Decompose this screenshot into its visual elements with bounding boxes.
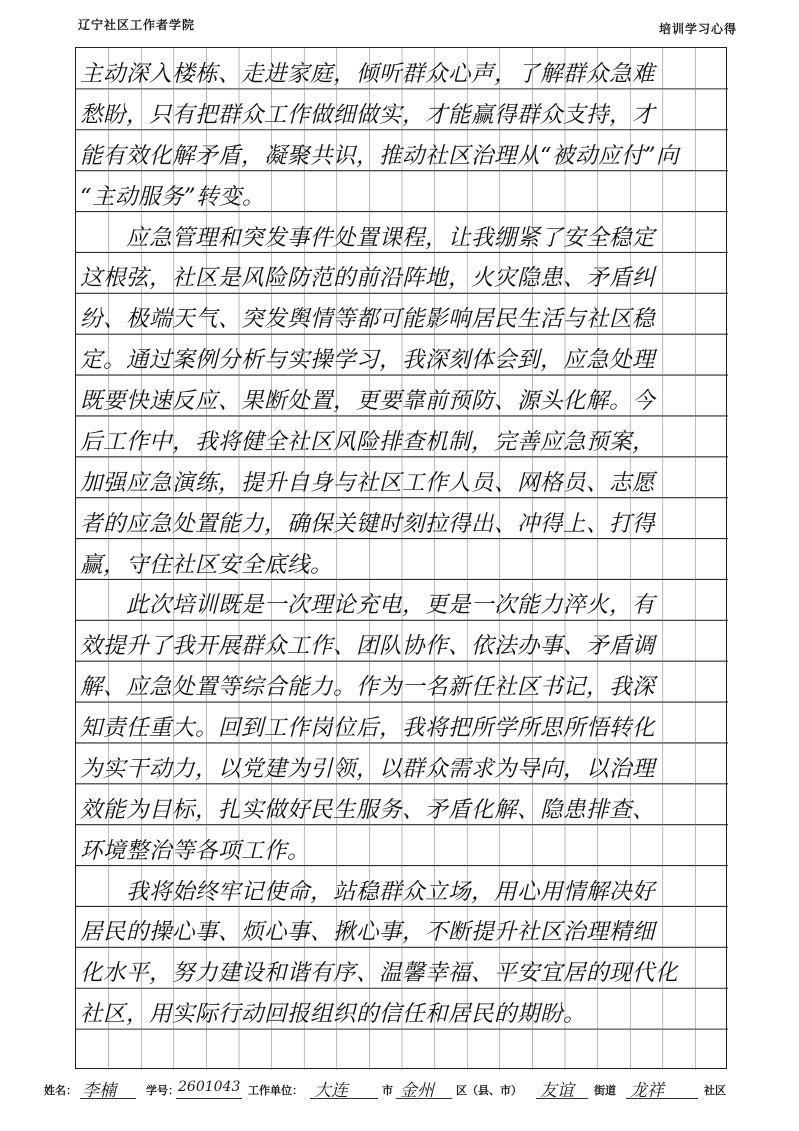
district-underline xyxy=(396,1098,452,1099)
text-line: 知责任重大。回到工作岗位后，我将把所学所思所悟转化 xyxy=(80,715,656,742)
name-label: 姓名： xyxy=(44,1084,77,1097)
text-line: 既要快速反应、果断处置，更要靠前预防、源头化解。今 xyxy=(80,388,656,415)
community-value: 龙祥 xyxy=(630,1081,664,1101)
text-line: “主动服务”转变。 xyxy=(80,183,266,210)
community-suffix: 社区 xyxy=(704,1084,726,1097)
text-line: 效能为目标，扎实做好民生服务、矛盾化解、隐患排查、 xyxy=(80,796,656,823)
community-underline xyxy=(626,1098,698,1099)
text-line: 居民的操心事、烦心事、揪心事，不断提升社区治理精细 xyxy=(80,919,656,946)
text-line: 效提升了我开展群众工作、团队协作、依法办事、矛盾调 xyxy=(80,633,656,660)
city-underline xyxy=(310,1098,378,1099)
text-line: 环境整治等各项工作。 xyxy=(80,837,311,864)
text-line: 主动深入楼栋、走进家庭，倾听群众心声，了解群众急难 xyxy=(80,61,656,87)
text-line: 定。通过案例分析与实操学习，我深刻体会到，应急处理 xyxy=(80,347,656,374)
institution-name: 辽宁社区工作者学院 xyxy=(78,18,196,32)
district-value: 金州 xyxy=(400,1081,434,1101)
text-line: 能有效化解矛盾，凝聚共识，推动社区治理从“被动应付”向 xyxy=(80,142,680,169)
text-line: 加强应急演练，提升自身与社区工作人员、网格员、志愿 xyxy=(80,469,656,496)
text-line: 社区，用实际行动回报组织的信任和居民的期盼。 xyxy=(80,1001,587,1028)
text-line: 应急管理和突发事件处置课程，让我绷紧了安全稳定 xyxy=(80,224,656,251)
id-value: 2601043 xyxy=(178,1079,241,1095)
id-label: 学号： xyxy=(146,1084,179,1097)
text-line: 后工作中，我将健全社区风险排查机制，完善应急预案， xyxy=(80,428,656,455)
text-line: 纷、极端天气、突发舆情等都可能影响居民生活与社区稳 xyxy=(80,306,656,333)
text-line: 化水平，努力建设和谐有序、温馨幸福、平安宜居的现代化 xyxy=(80,960,679,987)
text-line: 我将始终牢记使命，站稳群众立场，用心用情解决好 xyxy=(80,878,656,905)
name-underline xyxy=(80,1098,136,1099)
student-info-footer xyxy=(44,1076,744,1106)
street-underline xyxy=(536,1098,588,1099)
writing-grid-sheet xyxy=(75,47,727,1069)
text-line: 愁盼，只有把群众工作做细做实，才能赢得群众支持，才 xyxy=(80,101,656,128)
unit-label: 工作单位： xyxy=(248,1084,303,1097)
district-suffix: 区（县、市） xyxy=(456,1084,522,1097)
text-line: 解、应急处置等综合能力。作为一名新任社区书记，我深 xyxy=(80,674,656,701)
id-underline xyxy=(176,1098,242,1099)
city-suffix: 市 xyxy=(382,1084,393,1097)
name-value: 李楠 xyxy=(82,1081,116,1101)
text-line: 此次培训既是一次理论充电，更是一次能力淬火，有 xyxy=(80,592,656,619)
text-line: 者的应急处置能力，确保关键时刻拉得出、冲得上、打得 xyxy=(80,510,656,537)
text-line: 为实干动力，以党建为引领，以群众需求为导向，以治理 xyxy=(80,755,656,782)
document-type-title: 培训学习心得 xyxy=(658,22,737,36)
street-suffix: 街道 xyxy=(594,1084,616,1097)
text-line: 这根弦，社区是风险防范的前沿阵地，火灾隐患、矛盾纠 xyxy=(80,265,656,292)
city-value: 大连 xyxy=(314,1081,348,1101)
street-value: 友谊 xyxy=(540,1081,574,1101)
text-line: 赢，守住社区安全底线。 xyxy=(80,551,334,578)
